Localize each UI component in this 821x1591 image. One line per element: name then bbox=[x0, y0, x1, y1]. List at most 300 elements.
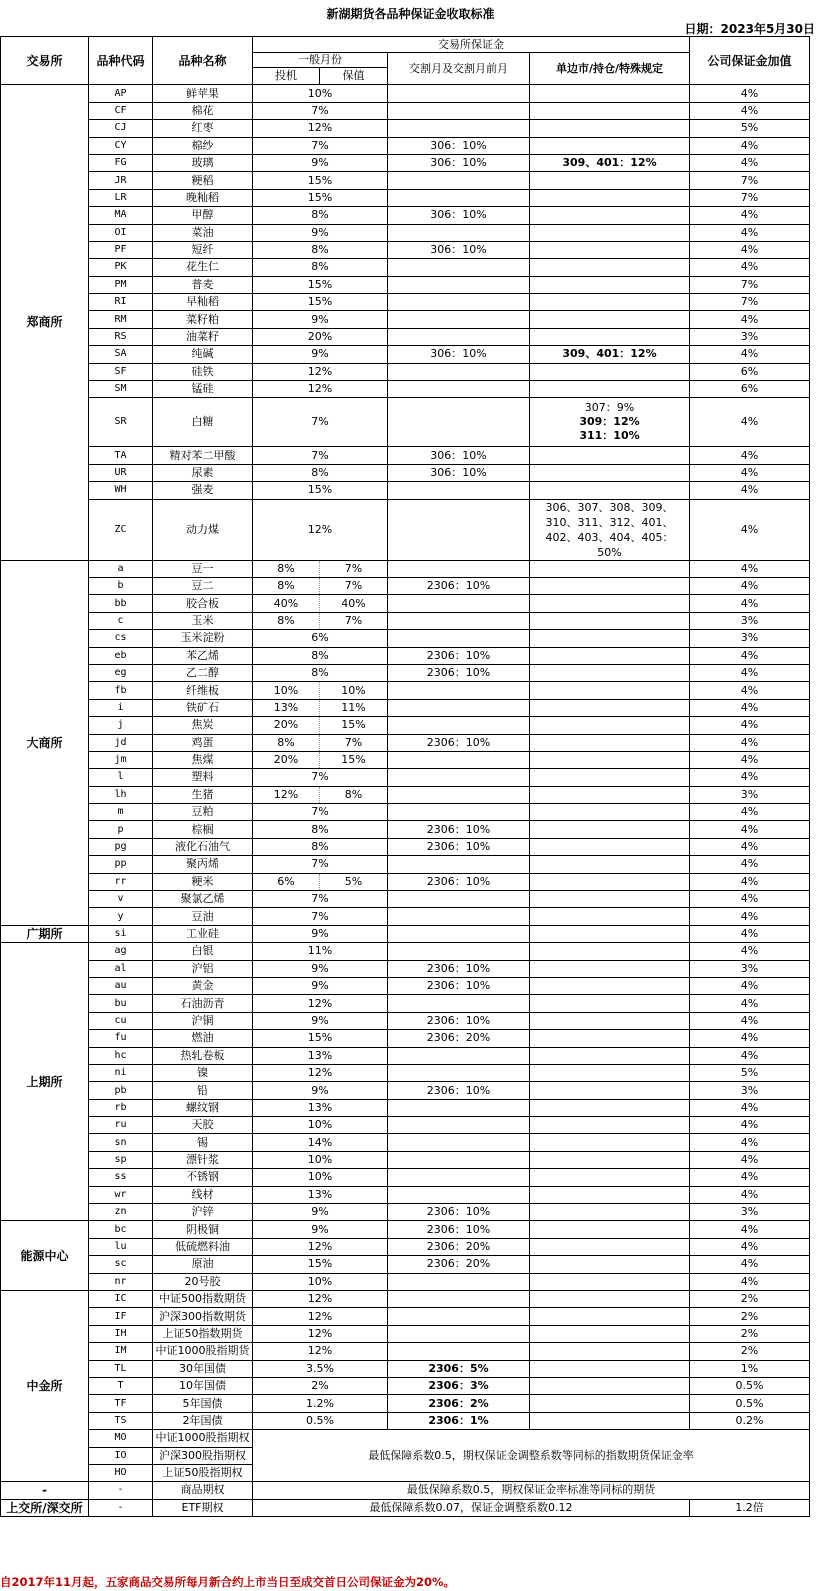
special-cell bbox=[530, 891, 690, 908]
code-cell: ag bbox=[89, 943, 153, 960]
delivery-margin-cell: 2306：3% bbox=[388, 1377, 530, 1394]
special-cell bbox=[530, 612, 690, 629]
name-cell: 强麦 bbox=[153, 482, 253, 499]
special-cell bbox=[530, 960, 690, 977]
table-row bbox=[1, 1204, 810, 1221]
company-add-cell: 4% bbox=[690, 1221, 810, 1238]
table-row bbox=[1, 577, 810, 594]
table-row bbox=[1, 120, 810, 137]
special-cell bbox=[530, 363, 690, 380]
delivery-margin-cell: 2306：5% bbox=[388, 1360, 530, 1377]
delivery-margin-cell bbox=[388, 804, 530, 821]
special-cell bbox=[530, 717, 690, 734]
special-cell bbox=[530, 1047, 690, 1064]
delivery-margin-cell bbox=[388, 85, 530, 102]
company-add-cell: 4% bbox=[690, 1117, 810, 1134]
company-add-cell: 4% bbox=[690, 977, 810, 994]
general-margin-cell: 15% bbox=[253, 294, 388, 311]
general-margin-cell: 7% bbox=[253, 908, 388, 925]
delivery-margin-cell: 306：10% bbox=[388, 447, 530, 464]
company-add-cell: 4% bbox=[690, 311, 810, 328]
code-cell: b bbox=[89, 577, 153, 594]
company-add-cell: 4% bbox=[690, 682, 810, 699]
general-margin-cell: 10% bbox=[253, 1151, 388, 1168]
table-row bbox=[1, 925, 810, 942]
name-cell: 鲜苹果 bbox=[153, 85, 253, 102]
delivery-margin-cell bbox=[388, 259, 530, 276]
exchange-cell: 大商所 bbox=[1, 560, 89, 925]
exchange-cell: 中金所 bbox=[1, 1291, 89, 1482]
code-cell: RM bbox=[89, 311, 153, 328]
footnote: 自2017年11月起，五家商品交易所每月新合约上市当日至成交首日公司保证金为20%。 bbox=[0, 1575, 456, 1589]
table-row bbox=[1, 189, 810, 206]
general-margin-cell: 12% bbox=[253, 499, 388, 560]
general-margin-cell: 12% bbox=[253, 1064, 388, 1081]
code-cell: RS bbox=[89, 328, 153, 345]
special-cell bbox=[530, 908, 690, 925]
code-cell: ru bbox=[89, 1117, 153, 1134]
company-add-cell: 4% bbox=[690, 699, 810, 716]
table-row bbox=[1, 499, 810, 560]
general-margin-cell: 8% bbox=[253, 664, 388, 681]
special-cell bbox=[530, 120, 690, 137]
name-cell: 中证1000股指期权 bbox=[153, 1430, 253, 1447]
company-add-cell: 2% bbox=[690, 1308, 810, 1325]
special-line: 311：10% bbox=[579, 429, 640, 443]
table-row bbox=[1, 612, 810, 629]
table-row bbox=[1, 995, 810, 1012]
hedge-margin-cell: 7% bbox=[320, 577, 388, 594]
name-cell: 低硫燃料油 bbox=[153, 1238, 253, 1255]
special-cell bbox=[530, 294, 690, 311]
name-cell: 沪铝 bbox=[153, 960, 253, 977]
code-cell: i bbox=[89, 699, 153, 716]
hedge-margin-cell: 15% bbox=[320, 717, 388, 734]
spec-margin-cell: 6% bbox=[253, 873, 320, 890]
company-add-cell: 4% bbox=[690, 717, 810, 734]
delivery-margin-cell bbox=[388, 717, 530, 734]
date-label: 日期：2023年5月30日 bbox=[684, 22, 815, 36]
header-spec: 投机 bbox=[253, 68, 320, 85]
name-cell: 花生仁 bbox=[153, 259, 253, 276]
name-cell: 铁矿石 bbox=[153, 699, 253, 716]
company-add-cell: 4% bbox=[690, 734, 810, 751]
special-cell bbox=[530, 838, 690, 855]
name-cell: 原油 bbox=[153, 1256, 253, 1273]
code-cell: ni bbox=[89, 1064, 153, 1081]
general-margin-cell: 2% bbox=[253, 1377, 388, 1394]
table-row bbox=[1, 154, 810, 171]
name-cell: 沪深300股指期权 bbox=[153, 1447, 253, 1464]
delivery-margin-cell bbox=[388, 381, 530, 398]
special-cell bbox=[530, 224, 690, 241]
special-cell bbox=[530, 207, 690, 224]
name-cell: 中证1000股指期货 bbox=[153, 1343, 253, 1360]
exchange-cell: 能源中心 bbox=[1, 1221, 89, 1291]
code-cell: IH bbox=[89, 1325, 153, 1342]
general-margin-cell: 14% bbox=[253, 1134, 388, 1151]
special-cell: 309、401：12% bbox=[530, 154, 690, 171]
table-row bbox=[1, 699, 810, 716]
delivery-margin-cell bbox=[388, 363, 530, 380]
spec-margin-cell: 8% bbox=[253, 577, 320, 594]
general-margin-cell: 8% bbox=[253, 207, 388, 224]
special-cell bbox=[530, 1204, 690, 1221]
delivery-margin-cell bbox=[388, 398, 530, 447]
name-cell: 上证50股指期权 bbox=[153, 1464, 253, 1481]
code-cell: IO bbox=[89, 1447, 153, 1464]
delivery-margin-cell: 2306：10% bbox=[388, 1012, 530, 1029]
name-cell: 沪深300指数期货 bbox=[153, 1308, 253, 1325]
company-add-cell: 4% bbox=[690, 1012, 810, 1029]
delivery-margin-cell bbox=[388, 276, 530, 293]
header-exchange-margin: 交易所保证金 bbox=[253, 37, 690, 53]
special-cell bbox=[530, 577, 690, 594]
code-cell: PK bbox=[89, 259, 153, 276]
spec-margin-cell: 20% bbox=[253, 751, 320, 768]
code-cell: RI bbox=[89, 294, 153, 311]
special-cell bbox=[530, 1082, 690, 1099]
table-row bbox=[1, 1186, 810, 1203]
name-cell: 甲醇 bbox=[153, 207, 253, 224]
special-cell bbox=[530, 786, 690, 803]
special-cell bbox=[530, 1256, 690, 1273]
table-row bbox=[1, 1273, 810, 1290]
code-cell: SM bbox=[89, 381, 153, 398]
code-cell: sp bbox=[89, 1151, 153, 1168]
company-add-cell: 4% bbox=[690, 577, 810, 594]
exchange-cell: 郑商所 bbox=[1, 85, 89, 560]
delivery-margin-cell: 2306：10% bbox=[388, 664, 530, 681]
special-cell bbox=[530, 943, 690, 960]
name-cell: 胶合板 bbox=[153, 595, 253, 612]
special-cell: 306、307、308、309、310、311、312、401、402、403、404、405：50% bbox=[530, 499, 690, 560]
delivery-margin-cell bbox=[388, 1134, 530, 1151]
delivery-margin-cell bbox=[388, 699, 530, 716]
name-cell: 漂针浆 bbox=[153, 1151, 253, 1168]
special-cell bbox=[530, 1117, 690, 1134]
special-cell bbox=[530, 85, 690, 102]
code-cell: jd bbox=[89, 734, 153, 751]
general-margin-cell: 8% bbox=[253, 821, 388, 838]
code-cell: hc bbox=[89, 1047, 153, 1064]
code-cell: lu bbox=[89, 1238, 153, 1255]
special-cell bbox=[530, 1325, 690, 1342]
table-row bbox=[1, 960, 810, 977]
code-cell: sc bbox=[89, 1256, 153, 1273]
code-cell: OI bbox=[89, 224, 153, 241]
code-cell: eg bbox=[89, 664, 153, 681]
general-margin-cell: 9% bbox=[253, 154, 388, 171]
table-row bbox=[1, 241, 810, 258]
delivery-margin-cell bbox=[388, 1151, 530, 1168]
delivery-margin-cell bbox=[388, 172, 530, 189]
code-cell: zn bbox=[89, 1204, 153, 1221]
hedge-margin-cell: 8% bbox=[320, 786, 388, 803]
code-cell: jm bbox=[89, 751, 153, 768]
special-cell bbox=[530, 734, 690, 751]
table-row bbox=[1, 943, 810, 960]
table-row bbox=[1, 769, 810, 786]
general-margin-cell: 10% bbox=[253, 1169, 388, 1186]
general-margin-cell: 1.2% bbox=[253, 1395, 388, 1412]
name-cell: 热轧卷板 bbox=[153, 1047, 253, 1064]
etf-options-rule-cell: 最低保障系数0.07，保证金调整系数0.12 bbox=[253, 1499, 690, 1516]
header-general-month: 一般月份 bbox=[253, 53, 388, 68]
name-cell: 油菜籽 bbox=[153, 328, 253, 345]
name-cell: 聚氯乙烯 bbox=[153, 891, 253, 908]
delivery-margin-cell: 2306：10% bbox=[388, 1082, 530, 1099]
delivery-margin-cell bbox=[388, 630, 530, 647]
general-margin-cell: 12% bbox=[253, 120, 388, 137]
table-row bbox=[1, 838, 810, 855]
company-add-cell: 1.2倍 bbox=[690, 1499, 810, 1516]
company-add-cell: 4% bbox=[690, 769, 810, 786]
company-add-cell: 3% bbox=[690, 1204, 810, 1221]
name-cell: 线材 bbox=[153, 1186, 253, 1203]
company-add-cell: 4% bbox=[690, 1151, 810, 1168]
general-margin-cell: 12% bbox=[253, 1238, 388, 1255]
general-margin-cell: 11% bbox=[253, 943, 388, 960]
company-add-cell: 0.5% bbox=[690, 1395, 810, 1412]
general-margin-cell: 9% bbox=[253, 925, 388, 942]
delivery-margin-cell: 2306：10% bbox=[388, 838, 530, 855]
special-cell bbox=[530, 873, 690, 890]
special-cell bbox=[530, 241, 690, 258]
header-row-1 bbox=[1, 37, 810, 53]
special-cell bbox=[530, 630, 690, 647]
table-row bbox=[1, 821, 810, 838]
code-cell: IF bbox=[89, 1308, 153, 1325]
special-cell bbox=[530, 102, 690, 119]
name-cell: 菜油 bbox=[153, 224, 253, 241]
name-cell: 普麦 bbox=[153, 276, 253, 293]
code-cell: T bbox=[89, 1377, 153, 1394]
special-cell bbox=[530, 977, 690, 994]
company-add-cell: 3% bbox=[690, 630, 810, 647]
code-cell: MA bbox=[89, 207, 153, 224]
special-cell bbox=[530, 447, 690, 464]
spec-margin-cell: 12% bbox=[253, 786, 320, 803]
code-cell: JR bbox=[89, 172, 153, 189]
name-cell: ETF期权 bbox=[153, 1499, 253, 1516]
company-add-cell: 4% bbox=[690, 1099, 810, 1116]
general-margin-cell: 0.5% bbox=[253, 1412, 388, 1429]
name-cell: 锰硅 bbox=[153, 381, 253, 398]
name-cell: 玉米 bbox=[153, 612, 253, 629]
hedge-margin-cell: 7% bbox=[320, 560, 388, 577]
code-cell: CF bbox=[89, 102, 153, 119]
code-cell: MO bbox=[89, 1430, 153, 1447]
general-margin-cell: 7% bbox=[253, 398, 388, 447]
special-cell bbox=[530, 1151, 690, 1168]
name-cell: 10年国债 bbox=[153, 1377, 253, 1394]
name-cell: 动力煤 bbox=[153, 499, 253, 560]
delivery-margin-cell: 306：10% bbox=[388, 154, 530, 171]
special-cell bbox=[530, 1030, 690, 1047]
general-margin-cell: 9% bbox=[253, 1012, 388, 1029]
name-cell: 红枣 bbox=[153, 120, 253, 137]
option-row bbox=[1, 1430, 810, 1447]
table-row bbox=[1, 311, 810, 328]
company-add-cell: 4% bbox=[690, 499, 810, 560]
table-row bbox=[1, 102, 810, 119]
special-cell bbox=[530, 1169, 690, 1186]
name-cell: 粳稻 bbox=[153, 172, 253, 189]
hedge-margin-cell: 7% bbox=[320, 734, 388, 751]
company-add-cell: 4% bbox=[690, 1169, 810, 1186]
spec-margin-cell: 8% bbox=[253, 612, 320, 629]
code-cell: a bbox=[89, 560, 153, 577]
name-cell: 镍 bbox=[153, 1064, 253, 1081]
company-add-cell: 4% bbox=[690, 908, 810, 925]
code-cell: sn bbox=[89, 1134, 153, 1151]
company-add-cell: 4% bbox=[690, 398, 810, 447]
code-cell: TS bbox=[89, 1412, 153, 1429]
name-cell: 早籼稻 bbox=[153, 294, 253, 311]
name-cell: 焦炭 bbox=[153, 717, 253, 734]
company-add-cell: 4% bbox=[690, 137, 810, 154]
special-cell bbox=[530, 1221, 690, 1238]
code-cell: au bbox=[89, 977, 153, 994]
company-add-cell: 4% bbox=[690, 447, 810, 464]
name-cell: 白糖 bbox=[153, 398, 253, 447]
delivery-margin-cell bbox=[388, 499, 530, 560]
table-row bbox=[1, 977, 810, 994]
delivery-margin-cell bbox=[388, 560, 530, 577]
hedge-margin-cell: 11% bbox=[320, 699, 388, 716]
company-add-cell: 3% bbox=[690, 612, 810, 629]
company-add-cell: 4% bbox=[690, 241, 810, 258]
company-add-cell: 1% bbox=[690, 1360, 810, 1377]
company-add-cell: 5% bbox=[690, 1064, 810, 1081]
name-cell: 5年国债 bbox=[153, 1395, 253, 1412]
table-row bbox=[1, 328, 810, 345]
company-add-cell: 4% bbox=[690, 560, 810, 577]
code-cell: pg bbox=[89, 838, 153, 855]
delivery-margin-cell bbox=[388, 1117, 530, 1134]
delivery-margin-cell: 2306：20% bbox=[388, 1256, 530, 1273]
general-margin-cell: 12% bbox=[253, 1291, 388, 1308]
company-add-cell: 2% bbox=[690, 1325, 810, 1342]
code-cell: pb bbox=[89, 1082, 153, 1099]
delivery-margin-cell: 2306：10% bbox=[388, 1221, 530, 1238]
name-cell: 焦煤 bbox=[153, 751, 253, 768]
company-add-cell: 4% bbox=[690, 595, 810, 612]
table-row bbox=[1, 786, 810, 803]
delivery-margin-cell bbox=[388, 311, 530, 328]
code-cell: cu bbox=[89, 1012, 153, 1029]
company-add-cell: 4% bbox=[690, 821, 810, 838]
general-margin-cell: 8% bbox=[253, 241, 388, 258]
delivery-margin-cell bbox=[388, 328, 530, 345]
name-cell: 30年国债 bbox=[153, 1360, 253, 1377]
company-add-cell: 4% bbox=[690, 838, 810, 855]
code-cell: TF bbox=[89, 1395, 153, 1412]
table-row bbox=[1, 447, 810, 464]
company-add-cell: 6% bbox=[690, 363, 810, 380]
table-row bbox=[1, 595, 810, 612]
name-cell: 硅铁 bbox=[153, 363, 253, 380]
code-cell: - bbox=[89, 1482, 153, 1499]
table-row bbox=[1, 259, 810, 276]
commodity-options-rule-cell: 最低保障系数0.5，期权保证金率标准等同标的期货 bbox=[253, 1482, 810, 1499]
table-row bbox=[1, 363, 810, 380]
code-cell: - bbox=[89, 1499, 153, 1516]
table-row bbox=[1, 647, 810, 664]
general-margin-cell: 7% bbox=[253, 891, 388, 908]
name-cell: 黄金 bbox=[153, 977, 253, 994]
name-cell: 短纤 bbox=[153, 241, 253, 258]
name-cell: 豆油 bbox=[153, 908, 253, 925]
company-add-cell: 7% bbox=[690, 189, 810, 206]
special-cell bbox=[530, 311, 690, 328]
name-cell: 乙二醇 bbox=[153, 664, 253, 681]
header-hedge: 保值 bbox=[320, 68, 388, 85]
company-add-cell: 2% bbox=[690, 1291, 810, 1308]
table-row bbox=[1, 1256, 810, 1273]
special-cell bbox=[530, 821, 690, 838]
special-cell bbox=[530, 751, 690, 768]
page-title: 新湖期货各品种保证金收取标准 bbox=[326, 7, 495, 21]
name-cell: 纤维板 bbox=[153, 682, 253, 699]
hedge-margin-cell: 10% bbox=[320, 682, 388, 699]
name-cell: 棕榈 bbox=[153, 821, 253, 838]
name-cell: 白银 bbox=[153, 943, 253, 960]
code-cell: pp bbox=[89, 856, 153, 873]
table-row bbox=[1, 1134, 810, 1151]
code-cell: fb bbox=[89, 682, 153, 699]
code-cell: wr bbox=[89, 1186, 153, 1203]
code-cell: nr bbox=[89, 1273, 153, 1290]
name-cell: 上证50指数期货 bbox=[153, 1325, 253, 1342]
delivery-margin-cell bbox=[388, 595, 530, 612]
spec-margin-cell: 40% bbox=[253, 595, 320, 612]
table-row bbox=[1, 398, 810, 447]
delivery-margin-cell bbox=[388, 1064, 530, 1081]
company-add-cell: 3% bbox=[690, 960, 810, 977]
special-cell bbox=[530, 1343, 690, 1360]
delivery-margin-cell bbox=[388, 612, 530, 629]
general-margin-cell: 9% bbox=[253, 1082, 388, 1099]
code-cell: eb bbox=[89, 647, 153, 664]
company-add-cell: 7% bbox=[690, 172, 810, 189]
table-row bbox=[1, 224, 810, 241]
code-cell: UR bbox=[89, 464, 153, 481]
hedge-margin-cell: 7% bbox=[320, 612, 388, 629]
code-cell: IM bbox=[89, 1343, 153, 1360]
general-margin-cell: 9% bbox=[253, 1204, 388, 1221]
special-cell bbox=[530, 172, 690, 189]
company-add-cell: 4% bbox=[690, 346, 810, 363]
table-row bbox=[1, 1117, 810, 1134]
name-cell: 粳米 bbox=[153, 873, 253, 890]
name-cell: 不锈钢 bbox=[153, 1169, 253, 1186]
table-row bbox=[1, 1343, 810, 1360]
table-row bbox=[1, 294, 810, 311]
header-name: 品种名称 bbox=[153, 37, 253, 85]
table-row bbox=[1, 482, 810, 499]
company-add-cell: 3% bbox=[690, 328, 810, 345]
exchange-cell: 上交所/深交所 bbox=[1, 1499, 89, 1516]
delivery-margin-cell bbox=[388, 1169, 530, 1186]
general-margin-cell: 8% bbox=[253, 259, 388, 276]
name-cell: 铅 bbox=[153, 1082, 253, 1099]
general-margin-cell: 15% bbox=[253, 172, 388, 189]
code-cell: ss bbox=[89, 1169, 153, 1186]
company-add-cell: 4% bbox=[690, 1134, 810, 1151]
general-margin-cell: 9% bbox=[253, 311, 388, 328]
